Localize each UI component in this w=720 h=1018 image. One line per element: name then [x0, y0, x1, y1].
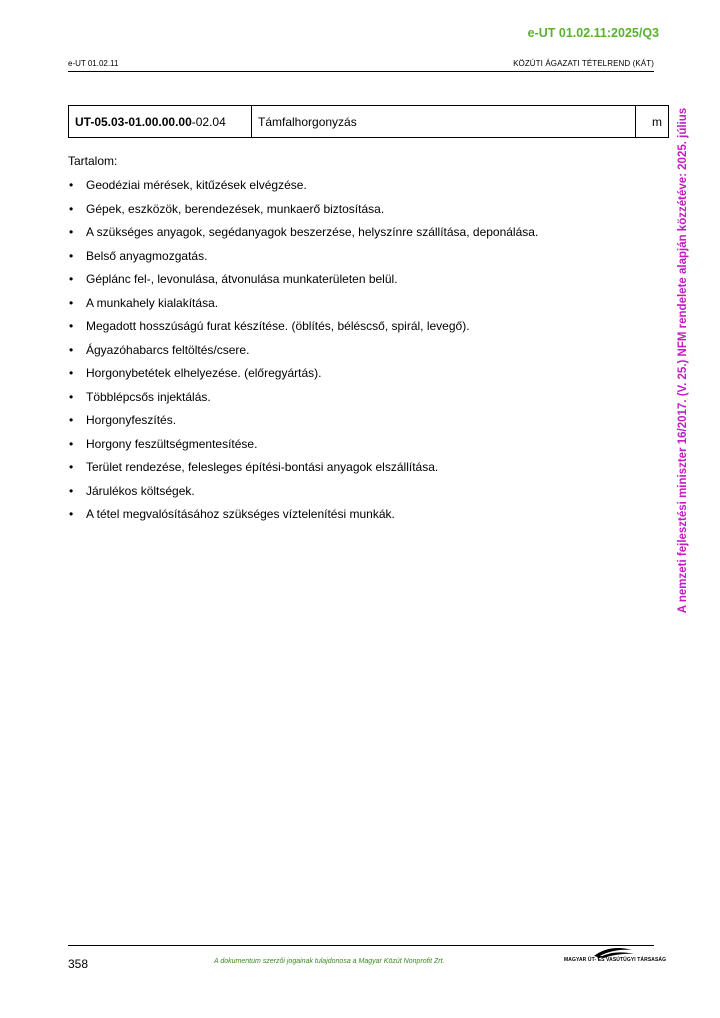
publication-side-note: A nemzeti fejlesztési miniszter 16/2017. (V. 25.) NFM rendelete alapján közzétéve: 2025. július — [677, 107, 689, 614]
content-title: Tartalom: — [68, 154, 118, 168]
list-item-text: Megadott hosszúságú furat készítése. (öblítés, béléscső, spirál, levegő). — [86, 319, 470, 333]
bullet-icon: • — [69, 436, 74, 451]
list-item — [68, 272, 538, 296]
bullet-icon: • — [69, 507, 74, 521]
list-item — [68, 202, 538, 226]
item-unit-cell — [636, 106, 668, 137]
list-item-text: Belső anyagmozgatás. — [86, 248, 208, 263]
header-divider — [68, 71, 654, 72]
list-item-text: Horgonybetétek elhelyezése. (előregyártás). — [86, 366, 322, 380]
list-item-text: A szükséges anyagok, segédanyagok beszerzése, helyszínre szállítása, deponálása. — [86, 225, 539, 239]
item-unit: m — [652, 114, 662, 129]
item-name-cell — [252, 106, 636, 137]
list-item — [68, 366, 538, 390]
content-list — [68, 178, 538, 531]
item-code-main: UT-05.03-01.00.00.00 — [75, 114, 192, 129]
list-item — [68, 319, 538, 343]
list-item-text: A munkahely kialakítása. — [86, 295, 219, 310]
running-header — [68, 59, 654, 71]
bullet-icon: • — [69, 483, 74, 498]
logo-text: MAGYAR ÚT- ÉS VASÚTÜGYI TÁRSASÁG — [564, 957, 667, 963]
list-item-text: Horgony feszültségmentesítése. — [86, 436, 258, 451]
header-section-title: KÖZÚTI ÁGAZATI TÉTELREND (KÁT) — [513, 59, 654, 68]
bullet-icon: • — [69, 389, 74, 404]
list-item-text: A tétel megvalósításához szükséges víztelenítési munkák. — [86, 507, 395, 521]
list-item — [68, 296, 538, 320]
list-item-text: Horgonyfeszítés. — [86, 413, 177, 427]
item-table — [68, 105, 669, 138]
bullet-icon: • — [69, 295, 74, 310]
list-item — [68, 390, 538, 414]
bullet-icon: • — [69, 201, 74, 216]
bullet-icon: • — [69, 178, 74, 192]
item-name: Támfalhorgonyzás — [258, 114, 357, 129]
list-item — [68, 178, 538, 202]
list-item — [68, 249, 538, 273]
copyright-notice: A dokumentum szerzői jogainak tulajdonosa a Magyar Közút Nonprofit Zrt. — [214, 958, 445, 965]
list-item — [68, 343, 538, 367]
list-item — [68, 484, 538, 508]
list-item-text: Geodéziai mérések, kitűzések elvégzése. — [86, 178, 307, 192]
bullet-icon: • — [69, 413, 74, 427]
list-item-text: Gépek, eszközök, berendezések, munkaerő biztosítása. — [86, 201, 385, 216]
list-item-text: Járulékos költségek. — [86, 483, 195, 498]
list-item — [68, 225, 538, 249]
list-item-text: Terület rendezése, felesleges építési-bontási anyagok elszállítása. — [86, 460, 439, 474]
list-item-text: Többlépcsős injektálás. — [86, 389, 211, 404]
list-item — [68, 437, 538, 461]
list-item-text: Géplánc fel-, levonulása, átvonulása munkaterületen belül. — [86, 272, 398, 286]
list-item-text: Ágyazóhabarcs feltöltés/csere. — [86, 342, 250, 357]
item-code-cell — [69, 106, 252, 137]
item-code-suffix: -02.04 — [191, 114, 226, 129]
header-document-id: e-UT 01.02.11 — [68, 59, 119, 68]
document-code: e-UT 01.02.11:2025/Q3 — [527, 26, 659, 40]
bullet-icon: • — [69, 272, 74, 286]
page-number: 358 — [68, 957, 89, 971]
bullet-icon: • — [69, 248, 74, 263]
list-item — [68, 460, 538, 484]
bullet-icon: • — [69, 366, 74, 380]
bullet-icon: • — [69, 460, 74, 474]
list-item — [68, 413, 538, 437]
bullet-icon: • — [69, 225, 74, 239]
bullet-icon: • — [69, 342, 74, 357]
list-item — [68, 507, 538, 531]
bullet-icon: • — [69, 319, 74, 333]
